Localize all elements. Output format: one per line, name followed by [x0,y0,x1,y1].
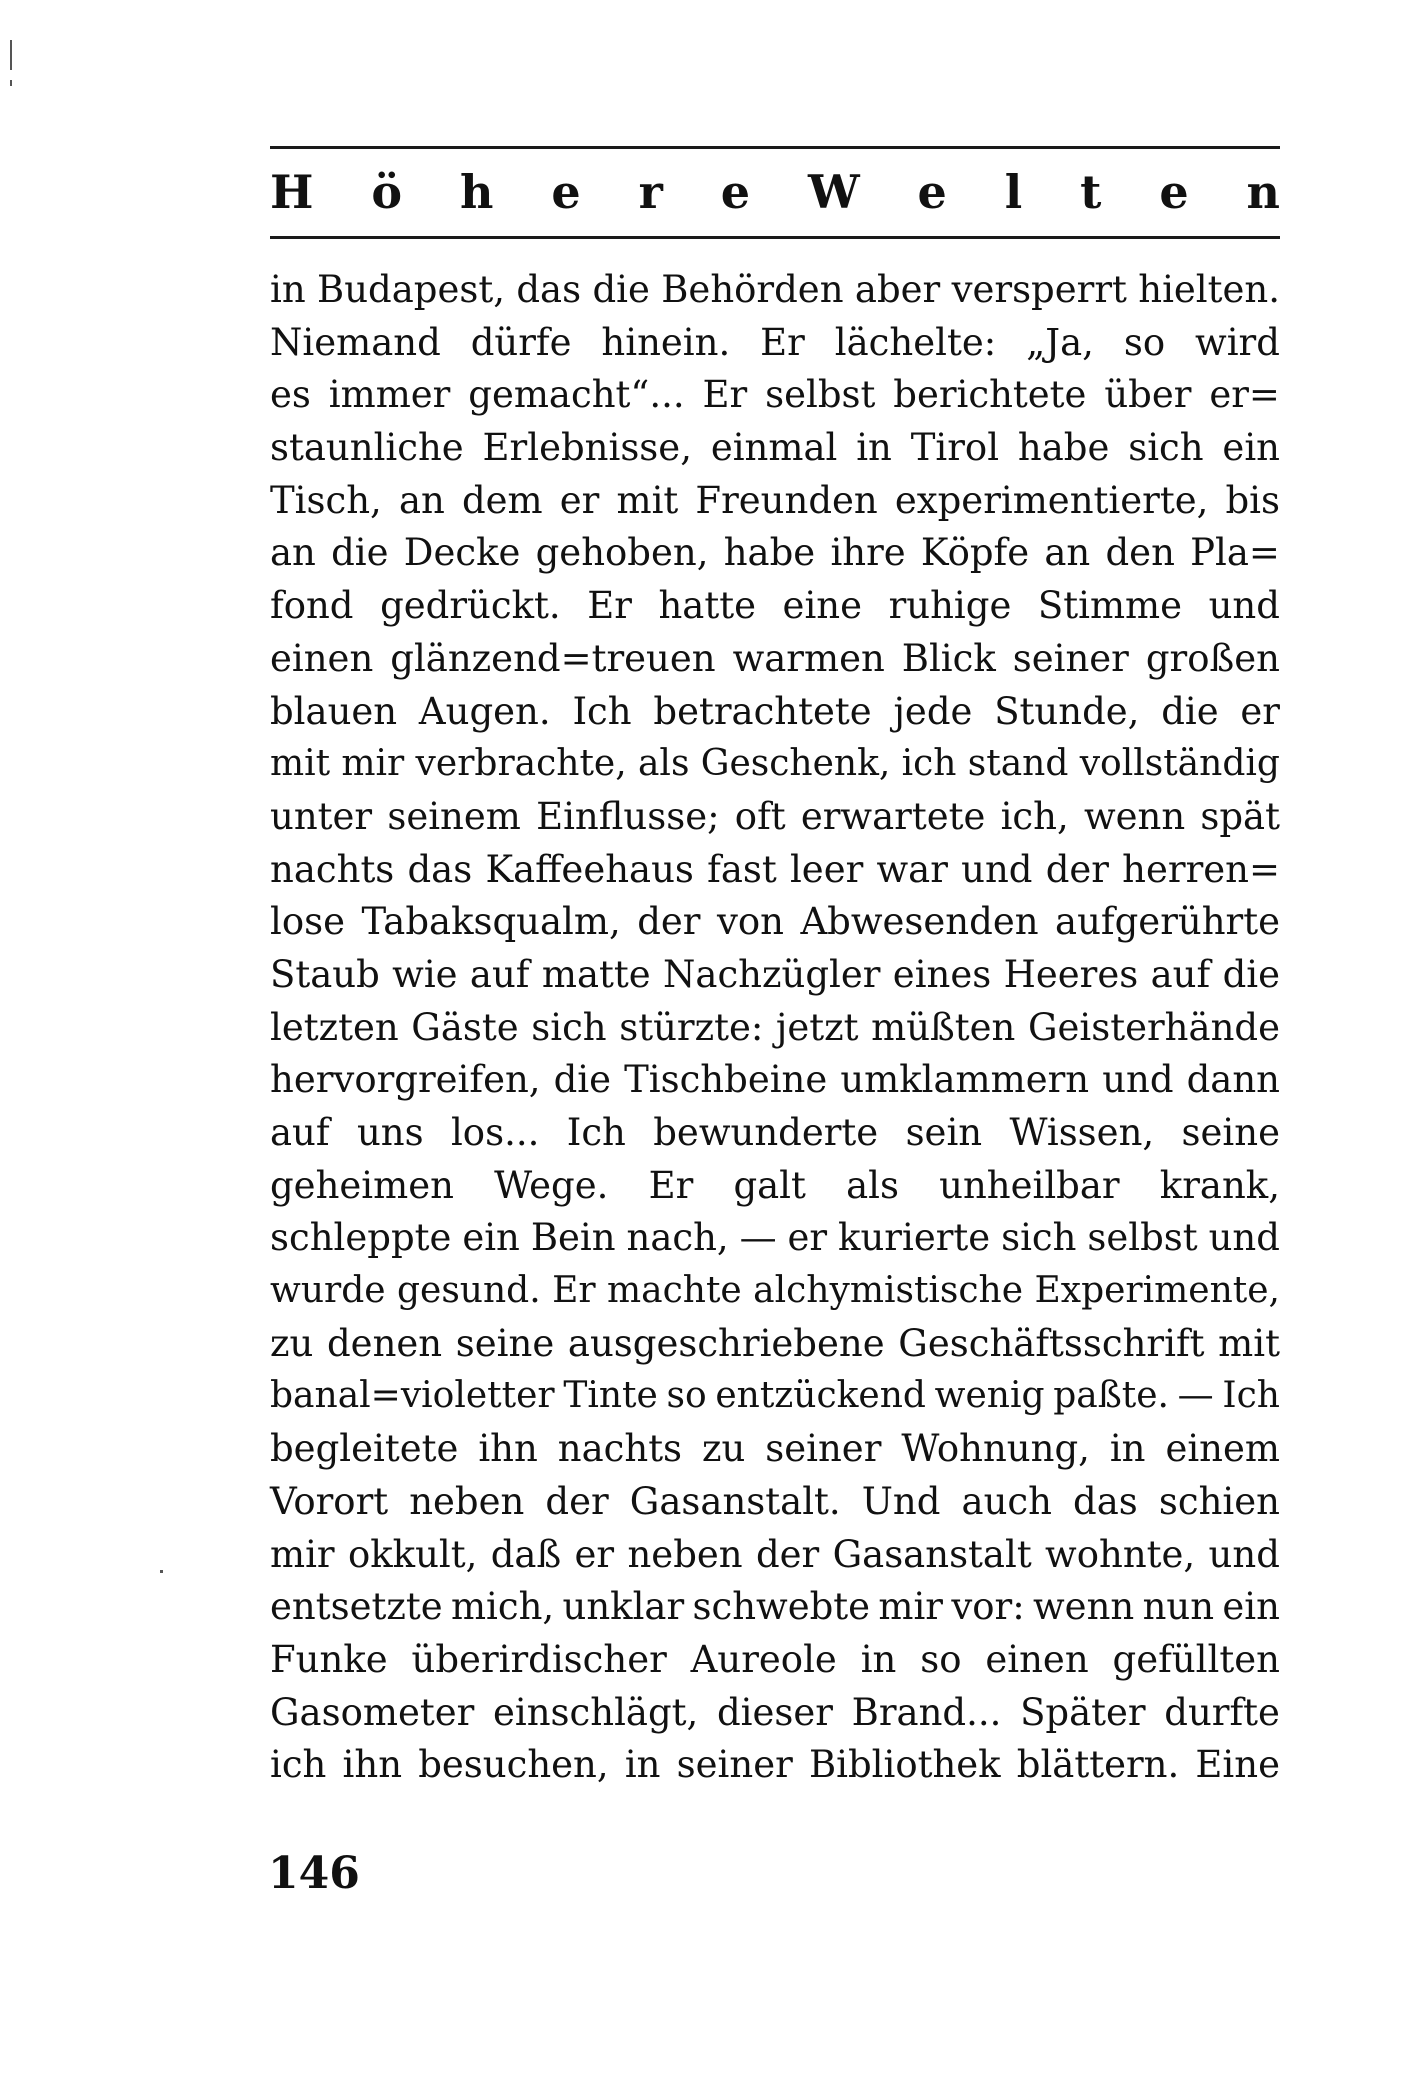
word: warmen [732,636,885,680]
text-line [270,1212,1280,1265]
word: einem [1165,1427,1280,1471]
word: okkult, [347,1532,478,1576]
word: jede [893,689,973,733]
header-rule-top [270,146,1280,149]
word: auf [1150,952,1211,996]
word: zu [270,1321,314,1365]
word: Niemand [270,320,441,364]
text-line [270,1529,1280,1582]
word: großen [1145,636,1280,680]
word: eine [782,584,863,628]
word: immer [328,373,451,417]
word: in [856,426,892,470]
running-head-letter: ö [371,165,403,219]
word: ruhige [888,584,1012,628]
word: herren= [1122,847,1280,891]
word: so [666,1375,707,1417]
word: müßten [871,1005,1016,1049]
word: hatte [658,584,756,628]
word: mit [1218,1321,1280,1365]
text-line [270,1265,1280,1318]
word: neben [627,1532,743,1576]
word: Brand... [851,1690,1002,1734]
word: das [516,268,582,311]
word: nun [1142,1585,1215,1629]
word: mit [616,478,679,522]
word: Und [861,1479,941,1523]
word: jetzt [775,1005,859,1049]
word: spät [1200,794,1280,838]
word: durfte [1164,1690,1280,1734]
word: Aureole [690,1637,837,1681]
word: Geisterhände [1027,1005,1280,1049]
word: das [1073,1479,1138,1523]
text-line [270,580,1280,633]
word: hielten. [1138,268,1280,311]
word: die [331,531,389,575]
word: Decke [403,531,521,575]
text-line [270,896,1280,949]
word: Ich [566,1111,626,1154]
running-head-letter: e [1159,165,1189,219]
word: war [876,847,948,891]
word: seinem [387,794,521,838]
word: er [1240,689,1280,733]
word: vollständig [1079,743,1280,785]
word: seine [1181,1111,1280,1154]
word: gedrückt. [380,584,561,628]
word: wohnte, [1045,1532,1196,1576]
word: „Ja, [1026,320,1094,364]
word: nach, [626,1216,729,1260]
word: Behörden [661,268,844,311]
word: stürzte: [619,1005,764,1049]
running-head-letter: r [638,165,663,219]
page-number: 146 [268,1848,360,1899]
word: wenig [934,1375,1045,1417]
word: er [787,1216,828,1260]
word: so [1123,320,1166,364]
word: aber [854,268,941,311]
text-line [270,791,1280,844]
word: Stimme [1037,584,1183,628]
text-line [270,369,1280,422]
word: einschlägt, [493,1690,699,1734]
word: den [1105,531,1175,575]
word: fond [270,584,354,628]
word: er= [1209,373,1280,417]
word: berichtete [893,373,1087,417]
word: alchymistische [753,1270,1024,1312]
word: Er [587,584,632,628]
margin-speck [10,40,12,70]
word: der [637,900,701,944]
word: ich, [1000,794,1069,838]
word: staunliche [270,426,464,470]
text-line [270,475,1280,528]
word: mir [341,743,405,785]
margin-speck [160,1570,163,1573]
word: vor: [951,1585,1025,1629]
word: ein [1222,426,1280,470]
word: wie [392,952,458,996]
running-head-letter: e [917,165,947,219]
word: ihn [478,1427,538,1471]
word: in [1109,1427,1146,1471]
word: zu [701,1427,746,1471]
word: mich, [450,1585,555,1629]
word: an [270,531,316,575]
word: betrachtete [653,689,872,733]
word: gemacht“... [468,373,685,417]
word: paßte. [1053,1375,1169,1417]
word: Budapest, [317,268,505,311]
text-line [270,1687,1280,1740]
word: uns [356,1111,424,1154]
word: mir [270,1532,335,1576]
word: glänzend=treuen [390,636,716,680]
word: matte [541,952,651,996]
text-line [270,527,1280,580]
word: Bibliothek [808,1743,1001,1787]
word: selbst [765,373,876,417]
running-head-letter: h [460,165,494,219]
word: machte [607,1270,742,1312]
word: hervorgreifen, [270,1058,541,1102]
word: so [920,1637,962,1681]
word: wenn [1083,794,1186,838]
word: habe [1017,426,1110,470]
word: Staub [270,952,380,996]
word: hinein. [601,320,731,364]
word: er [559,478,600,522]
word: die [553,1058,612,1102]
word: Blick [901,636,996,680]
word: bewunderte [653,1111,879,1154]
word: die [1222,952,1280,996]
text-line [270,1739,1280,1792]
word: Gäste [411,1005,519,1049]
word: kurierte [838,1216,991,1260]
text-line [270,738,1280,791]
word: Tirol [910,426,1000,470]
word: Er [760,320,805,364]
body-text [270,264,1280,1792]
word: Tischbeine [624,1058,828,1102]
word: einen [985,1637,1089,1681]
word: von [716,900,784,944]
text-line [270,1423,1280,1476]
margin-speck [10,80,12,86]
word: dieser [716,1690,833,1734]
word: los... [450,1111,540,1154]
word: leer [789,847,864,891]
word: nachts [557,1427,683,1471]
word: Experimente, [1034,1270,1280,1312]
running-head-letter: e [720,165,751,219]
text-line [270,422,1280,475]
word: erwartete [800,794,986,838]
word: Eine [1195,1743,1280,1787]
word: überirdischer [411,1637,667,1681]
word: Er [552,1270,596,1312]
word: als [637,743,690,785]
word: auf [469,952,530,996]
word: gefüllten [1112,1637,1280,1681]
word: Heeres [1003,952,1139,996]
word: begleitete [270,1427,459,1471]
word: gesund. [396,1270,541,1312]
word: Wege. [494,1163,609,1207]
word: Geschenk, [700,743,891,785]
text-line [270,264,1280,317]
word: ein [1222,1585,1280,1629]
word: es [270,373,311,417]
word: Kaffeehaus [485,847,694,891]
word: der [545,1479,609,1523]
word: seiner [1012,636,1129,680]
word: Er [702,373,748,417]
word: in [860,1637,897,1681]
word: denen [326,1321,443,1365]
word: unter [270,794,373,838]
text-line [270,1107,1280,1160]
text-line [270,686,1280,739]
word: Köpfe [920,531,1030,575]
text-line [270,1002,1280,1055]
word: und [1208,584,1280,628]
word: lose [270,900,345,944]
word: unheilbar [939,1163,1120,1207]
word: verbrachte, [415,743,627,785]
word: schien [1158,1479,1280,1523]
word: oft [734,794,786,838]
word: wurde [270,1270,386,1312]
word: Vorort [270,1479,389,1523]
running-head-letter: l [1004,165,1023,219]
word: dürfe [470,320,572,364]
word: in [624,1743,661,1787]
word: die [592,268,650,311]
word: mit [270,743,331,785]
text-line [270,1318,1280,1371]
word: in [270,268,306,311]
word: wenn [1033,1585,1135,1629]
word: gehoben, [535,531,709,575]
text-line [270,1634,1280,1687]
word: blauen [270,689,398,733]
word: Später [1020,1690,1146,1734]
word: ich [901,743,957,785]
word: umklammern [840,1058,1090,1102]
word: aufgerührte [1055,900,1280,944]
word: einen [270,636,374,680]
word: ein [462,1216,520,1260]
text-line [270,317,1280,370]
word: auf [270,1111,330,1154]
word: Stunde, [994,689,1140,733]
text-line [270,844,1280,897]
word: schleppte [270,1216,452,1260]
word: bis [1225,478,1280,522]
running-head-letter: e [551,165,581,219]
word: krank, [1159,1163,1280,1207]
word: der [1045,847,1109,891]
word: als [846,1163,899,1207]
header-rule-bottom [270,236,1280,239]
word: Ich [572,689,632,733]
word: Tisch, [270,478,382,522]
word: Funke [270,1637,388,1681]
word: der [755,1532,820,1576]
word: Gasanstalt. [629,1479,841,1523]
word: er [574,1532,615,1576]
word: Freunden [695,478,878,522]
text-line [270,1581,1280,1634]
word: Gasanstalt [832,1532,1032,1576]
word: einmal [710,426,838,470]
word: letzten [270,1005,399,1049]
word: entsetzte [270,1585,443,1629]
word: seiner [676,1743,793,1787]
word: banal=violetter [270,1375,555,1417]
word: — [739,1216,777,1260]
word: seine [455,1321,555,1365]
word: habe [723,531,816,575]
word: daß [490,1532,562,1576]
word: Augen. [418,689,551,733]
word: Gasometer [270,1690,475,1734]
word: neben [409,1479,525,1523]
word: ihn [342,1743,403,1787]
word: Er [648,1163,694,1207]
word: lächelte: [834,320,997,364]
word: und [1208,1216,1280,1260]
word: unklar [562,1585,685,1629]
word: sich [531,1005,607,1049]
word: Abwesenden [800,900,1039,944]
word: dann [1186,1058,1280,1102]
running-head-letter: t [1080,165,1102,219]
word: schwebte [692,1585,871,1629]
word: Erlebnisse, [482,426,692,470]
word: und [961,847,1033,891]
word: mir [878,1585,943,1629]
text-line [270,633,1280,686]
word: dem [461,478,543,522]
word: sein [905,1111,983,1154]
word: Geschäftsschrift [898,1321,1205,1365]
running-head-letter: W [807,165,860,219]
word: ich [270,1743,327,1787]
word: Wissen, [1009,1111,1155,1154]
text-line [270,1054,1280,1107]
text-line [270,1370,1280,1423]
word: an [1044,531,1091,575]
word: fast [707,847,777,891]
word: Einflusse; [536,794,720,838]
running-head [270,162,1280,222]
word: die [1161,689,1219,733]
word: Bein [530,1216,616,1260]
text-line [270,949,1280,1002]
word: und [1102,1058,1174,1102]
word: versperrt [951,268,1127,311]
running-head-letter: n [1246,165,1280,219]
word: selbst [1087,1216,1198,1260]
word: an [398,478,445,522]
running-head-letter: H [270,165,314,219]
text-line [270,1160,1280,1213]
word: geheimen [270,1163,454,1207]
word: und [1208,1532,1280,1576]
word: Nachzügler [663,952,881,996]
word: besuchen, [418,1743,609,1787]
word: Wohnung, [901,1427,1090,1471]
word: über [1104,373,1192,417]
word: auch [961,1479,1052,1523]
word: — [1177,1375,1214,1417]
word: Tabaksqualm, [361,900,621,944]
word: Pla= [1190,531,1280,575]
word: galt [733,1163,806,1207]
word: Tinte [563,1375,658,1417]
word: ihre [830,531,906,575]
word: das [407,847,473,891]
word: seiner [765,1427,882,1471]
word: stand [967,743,1069,785]
word: eines [892,952,992,996]
word: experimentierte, [894,478,1209,522]
word: nachts [270,847,395,891]
word: sich [1001,1216,1077,1260]
word: entzückend [715,1375,926,1417]
word: blättern. [1016,1743,1180,1787]
text-line [270,1476,1280,1529]
word: Ich [1222,1375,1280,1417]
word: sich [1128,426,1204,470]
word: wird [1195,320,1280,364]
word: ausgeschriebene [567,1321,885,1365]
